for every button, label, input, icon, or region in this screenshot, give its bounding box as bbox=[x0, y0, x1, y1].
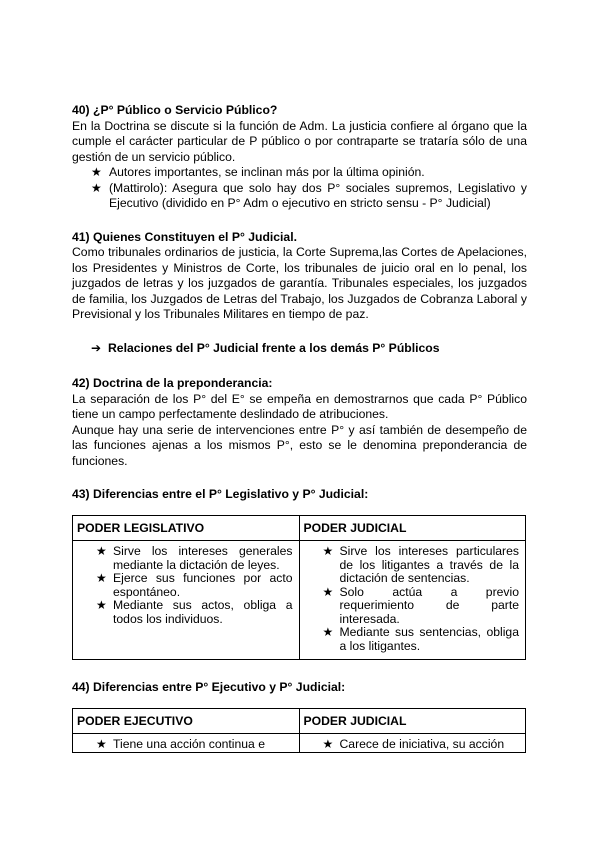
section-41-title: 41) Quienes Constituyen el P° Judicial. bbox=[72, 229, 297, 244]
table-cell bbox=[299, 541, 526, 660]
list-item: ★ Mediante sus sentencias, obliga a los litigantes. bbox=[322, 625, 519, 653]
relations-heading bbox=[72, 341, 527, 357]
table-cell bbox=[73, 541, 300, 660]
table-header-cell: PODER EJECUTIVO bbox=[73, 708, 300, 734]
document-page bbox=[72, 103, 527, 753]
table-cell bbox=[73, 734, 300, 753]
arrow-right-icon: ➔ bbox=[91, 340, 102, 355]
section-40 bbox=[72, 103, 527, 212]
table-header-cell: PODER JUDICIAL bbox=[299, 515, 526, 541]
section-42 bbox=[72, 376, 527, 469]
section-42-title: 42) Doctrina de la preponderancia: bbox=[72, 376, 273, 390]
section-43-title: 43) Diferencias entre el P° Legislativo y P° Judicial: bbox=[72, 487, 369, 501]
table-row bbox=[73, 541, 526, 660]
list-item: ★ Carece de iniciativa, su acción bbox=[322, 737, 505, 751]
star-icon: ★ bbox=[322, 625, 334, 639]
table-row bbox=[73, 734, 526, 753]
section-44-title: 44) Diferencias entre P° Ejecutivo y P° Judicial: bbox=[72, 680, 346, 694]
table-header-cell: PODER LEGISLATIVO bbox=[73, 515, 300, 541]
star-icon: ★ bbox=[96, 544, 107, 558]
star-icon: ★ bbox=[96, 571, 107, 585]
list-item: ★ Solo actúa a previo requerimiento de parte interesada. bbox=[322, 584, 519, 626]
relations-heading-text: Relaciones del P° Judicial frente a los demás P° Públicos bbox=[108, 340, 440, 355]
legislative-vs-judicial-table bbox=[72, 515, 526, 661]
star-icon: ★ bbox=[322, 737, 334, 751]
list-item: ★ (Mattirolo): Asegura que solo hay dos P° sociales supremos, Legislativo y Ejecutivo (dividido en P° Adm o ejecutivo en stricto sensu - P° Judicial) bbox=[91, 180, 527, 210]
list-item: ★ Ejerce sus funciones por acto espontáneo. bbox=[96, 571, 293, 599]
table-cell bbox=[299, 734, 526, 753]
table-header-row bbox=[73, 515, 526, 541]
section-41-paragraph: Como tribunales ordinarios de justicia, la Corte Suprema,las Cortes de Apelaciones, los Presidentes y Ministros de Corte, los tribunales de juicio oral en lo penal, los juzgados de letras y los juzgados de garantía. Tribunales especiales, los juzgados de familia, los Juzgados de Letras del Trabajo, los Juzgados de Cobranza Laboral y Previsional y los Tribunales Militares en tiempo de paz. bbox=[72, 245, 527, 321]
executive-vs-judicial-table bbox=[72, 708, 526, 753]
section-43 bbox=[72, 487, 527, 660]
list-item: ★ Mediante sus actos, obliga a todos los individuos. bbox=[96, 598, 293, 626]
star-icon: ★ bbox=[91, 165, 102, 179]
list-item: ★ Sirve los intereses generales mediante la dictación de leyes. bbox=[96, 544, 293, 572]
section-40-bullet-list bbox=[72, 165, 527, 212]
section-40-paragraph: En la Doctrina se discute si la función de Adm. La justicia confiere al órgano que la cumple el carácter particular de P público o por contraparte se trataría sólo de una gestión de un servicio público. bbox=[72, 118, 527, 164]
star-icon: ★ bbox=[322, 584, 334, 599]
star-icon: ★ bbox=[91, 180, 102, 195]
section-40-title: 40) ¿P° Público o Servicio Público? bbox=[72, 103, 278, 117]
section-44 bbox=[72, 680, 527, 753]
list-item: ★ Autores importantes, se inclinan más por la última opinión. bbox=[91, 165, 425, 179]
list-item: ★ Sirve los intereses particulares de los litigantes a través de la dictación de sentencias. bbox=[322, 544, 519, 585]
star-icon: ★ bbox=[96, 598, 107, 612]
star-icon: ★ bbox=[322, 544, 334, 558]
table-header-row bbox=[73, 708, 526, 734]
list-item: ★ Tiene una acción continua e bbox=[96, 737, 265, 751]
table-header-cell: PODER JUDICIAL bbox=[299, 708, 526, 734]
section-41 bbox=[72, 230, 527, 323]
section-42-paragraph-1: La separación de los P° del E° se empeña en demostrarnos que cada P° Público tiene un campo perfectamente deslindado de atribuciones. bbox=[72, 391, 527, 421]
section-42-paragraph-2: Aunque hay una serie de intervenciones entre P° y así también de desempeño de las funciones ajenas a los mismos P°, esto se le denomina preponderancia de funciones. bbox=[72, 422, 527, 468]
star-icon: ★ bbox=[96, 737, 107, 751]
